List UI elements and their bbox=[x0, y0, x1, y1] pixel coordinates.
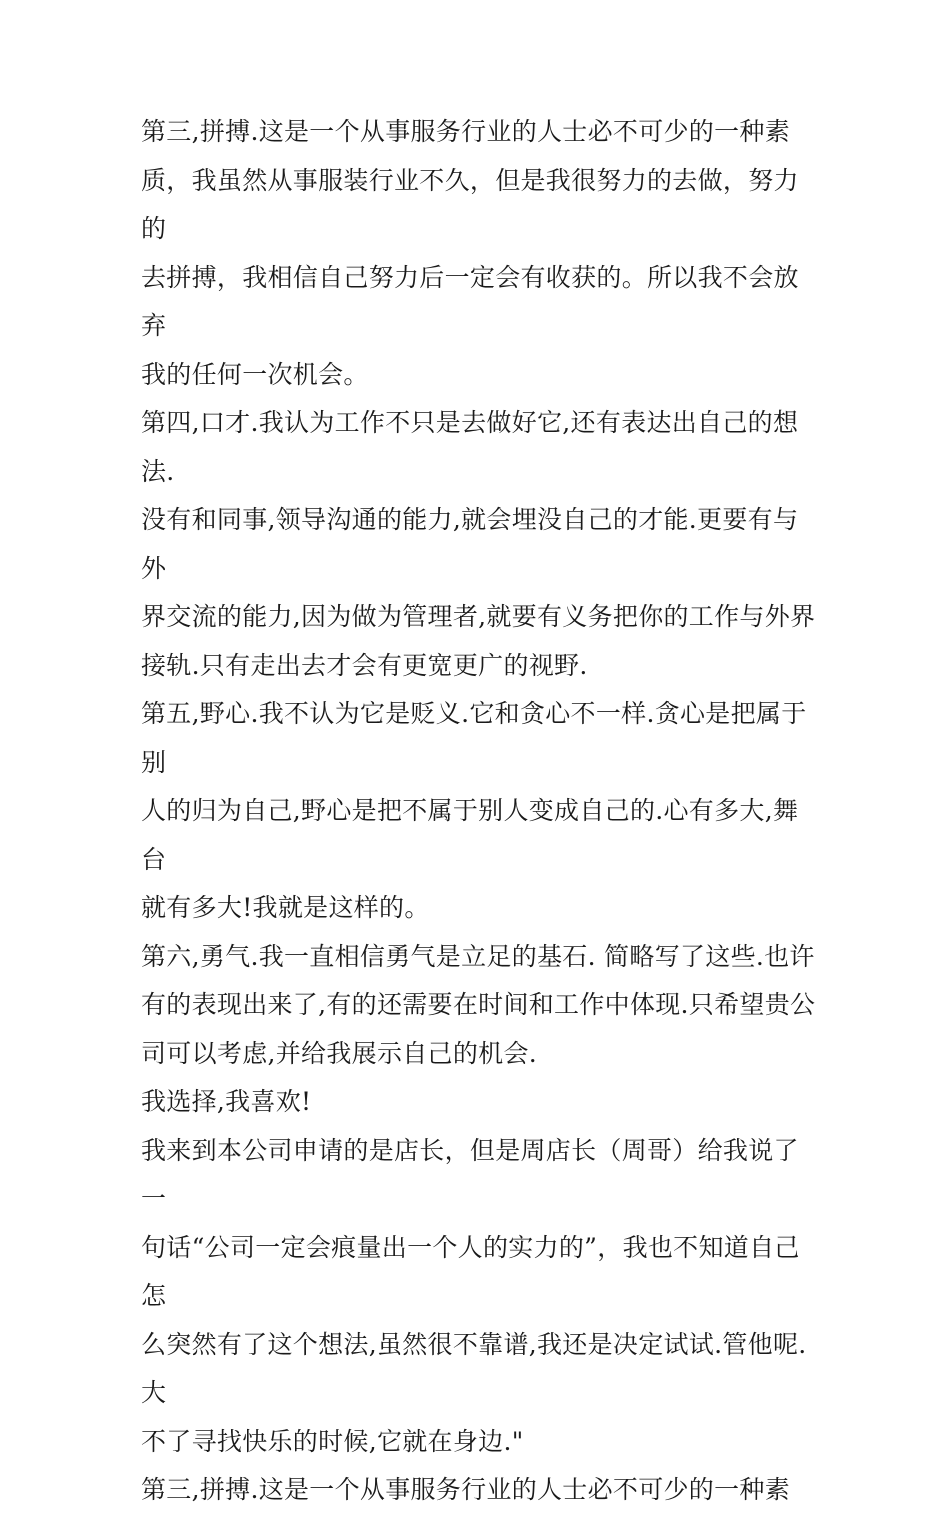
paragraph-eloquence: 第四,口才.我认为工作不只是去做好它,还有表达出自己的想法. 没有和同事,领导沟通的能力,就会埋没自己的才能.更要有与外 界交流的能力,因为做为管理者,就要有义务把你的工作与外界 接轨.只有走出去才会有更宽更广的视野. bbox=[141, 408, 816, 680]
paragraph-courage: 第六,勇气.我一直相信勇气是立足的基石. 简略写了这些.也许 有的表现出来了,有的还需要在时间和工作中体现.只希望贵公 司可以考虑,并给我展示自己的机会. bbox=[141, 941, 816, 1068]
paragraph-application: 我来到本公司申请的是店长，但是周店长（周哥）给我说了一 句话“公司一定会痕量出一个人的实力的”，我也不知道自己怎 么突然有了这个想法,虽然很不靠谱,我还是决定试试.管他呢.大 不了寻找快乐的时候,它就在身边." bbox=[141, 1135, 807, 1456]
paragraph-perseverance-repeat: 第三,拼搏.这是一个从事服务行业的人士必不可少的一种素 bbox=[141, 1475, 790, 1504]
paragraph-choice: 我选择,我喜欢! bbox=[141, 1087, 312, 1116]
paragraph-ambition: 第五,野心.我不认为它是贬义.它和贪心不一样.贪心是把属于别 人的归为自己,野心是把不属于别人变成自己的.心有多大,舞台 就有多大!我就是这样的。 bbox=[141, 699, 807, 922]
paragraph-perseverance: 第三,拼搏.这是一个从事服务行业的人士必不可少的一种素 质，我虽然从事服装行业不久，但是我很努力的去做，努力的 去拼搏，我相信自己努力后一定会有收获的。所以我不会放弃 我的任何一次机会。 bbox=[141, 117, 799, 389]
document-body bbox=[141, 108, 816, 1515]
